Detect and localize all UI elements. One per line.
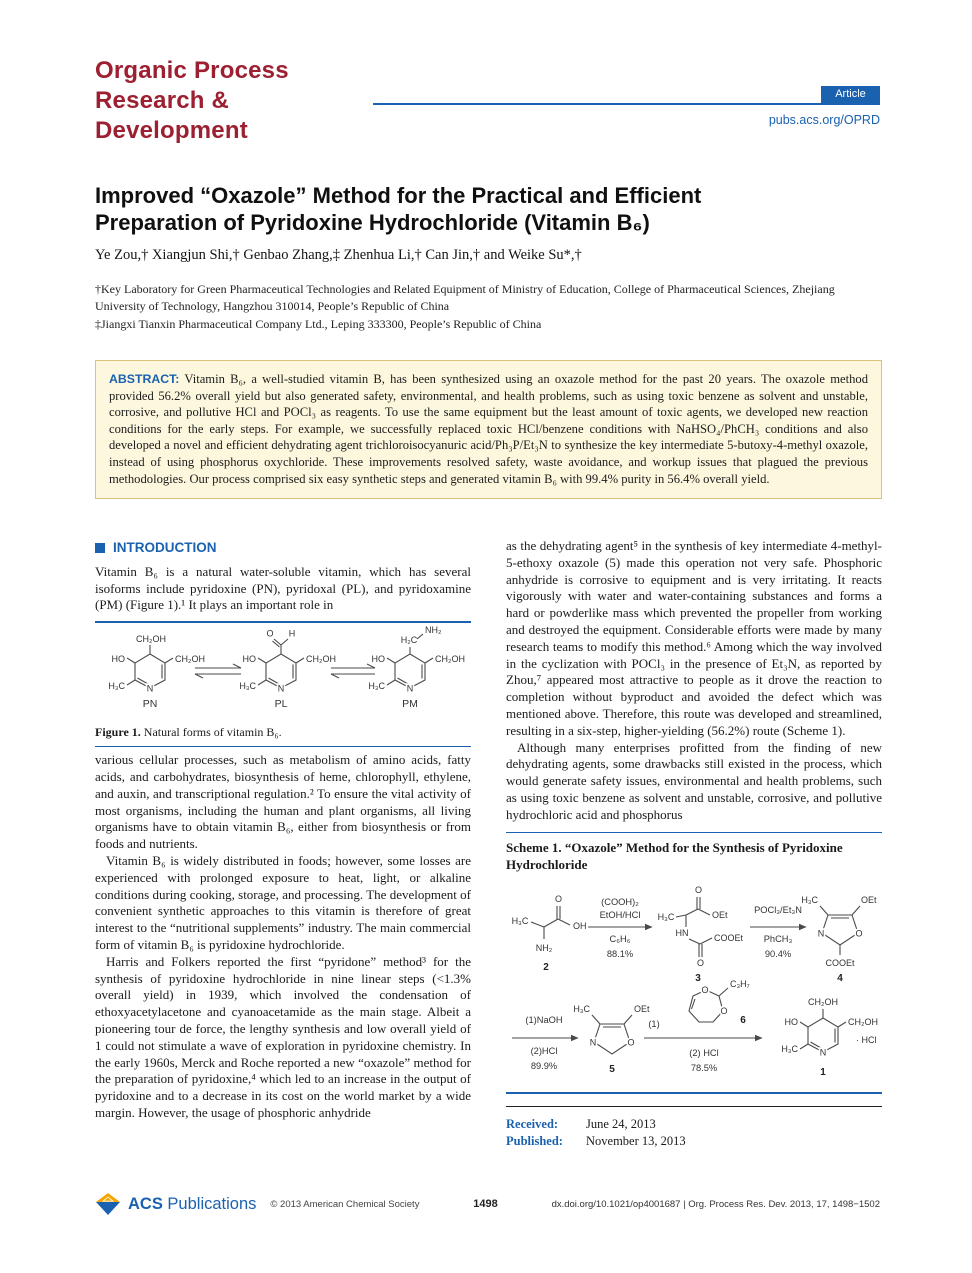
pm-ch2-label: H₂C xyxy=(400,634,418,645)
compound-6-structure xyxy=(689,979,750,1026)
received-row xyxy=(506,1116,882,1133)
c1-ho: HO xyxy=(784,1017,798,1028)
acs-wordmark-bold: ACS xyxy=(128,1194,163,1213)
c6-number: 6 xyxy=(740,1015,746,1027)
pm-right-label: CH₂OH xyxy=(435,653,465,664)
affiliations xyxy=(95,281,882,335)
pl-name: PL xyxy=(274,697,288,710)
scheme-top-rule xyxy=(506,832,882,834)
intro-paragraph-2: various cellular processes, such as metabolism of amino acids, fatty acids, and carbohydrates, biosynthesis of heme, chlorophyll, ethylene, and auxin, and transcriptional regulation.² To ensure the vital activity of most organisms, including the human and plant organisms, all living organisms have to obtain vitamin B₆, either from biosynthesis or from foods and nutrients. xyxy=(95,752,471,852)
c3-h3c: H₃C xyxy=(657,912,675,923)
compound-4-structure xyxy=(801,895,877,984)
pn-structure xyxy=(108,634,205,710)
scheme-1 xyxy=(506,832,882,1094)
affiliation-2: ‡Jiangxi Tianxin Pharmaceutical Company Ltd., Leping 333300, People’s Republic of China xyxy=(95,317,542,331)
c4-n: N xyxy=(817,928,825,939)
arrow2-reagent: POCl₃/Et₃N xyxy=(754,905,802,916)
c6-o1: O xyxy=(701,985,709,996)
section-square-icon xyxy=(95,543,105,553)
c2-nh2: NH₂ xyxy=(535,943,553,954)
pn-right-label: CH₂OH xyxy=(175,653,205,664)
copyright-text: © 2013 American Chemical Society xyxy=(270,1198,420,1210)
pl-nitrogen-label: N xyxy=(277,683,285,694)
pm-structure xyxy=(368,625,465,710)
c1-h3c: H₃C xyxy=(781,1044,798,1055)
pm-methyl-label: H₃C xyxy=(368,680,385,691)
pn-nitrogen-label: N xyxy=(146,683,154,694)
intro-paragraph-4: Harris and Folkers reported the first “pyridone” method³ for the synthesis of pyridoxine hydrochloride in nine linear steps (<1.3% overall yield) in 1939, which involved the condensation of ethoxyacetylacetone and cyanoacetamide as the main stage. Albeit a pioneering tour de force, the lengthy synthesis and low overall yield of 1 could not stimulate a wave of exploration in pyridoxine chemistry. In the early 1960s, Merck and Roche reported a new “oxazole” method for the preparation of pyridoxine,⁴ which led to an increase in the output of pyridoxine and to a decrease in its cost on the world market by a wide margin. However, the usage of phosphoric anhydride xyxy=(95,953,471,1120)
arrow1-solvent: C₆H₆ xyxy=(609,934,631,945)
page-number: 1498 xyxy=(473,1198,498,1210)
c1-hcl: · HCl xyxy=(856,1035,877,1046)
c4-number: 4 xyxy=(837,973,843,985)
c1-n: N xyxy=(819,1047,827,1058)
c3-hn: HN xyxy=(675,928,689,939)
c5-h3c: H₃C xyxy=(573,1004,590,1015)
c2-h3c: H₃C xyxy=(511,916,529,927)
arrow1-reagent-1: (COOH)₂ xyxy=(601,897,639,908)
c4-cooet: COOEt xyxy=(825,958,855,969)
arrow2-solvent: PhCH₃ xyxy=(763,934,793,945)
arrow4-step1: (1) xyxy=(648,1019,660,1030)
c2-oh: OH xyxy=(573,921,587,932)
article-dates xyxy=(506,1106,882,1150)
c1-top: CH₂OH xyxy=(808,997,838,1008)
figure-1-structures xyxy=(95,623,471,717)
pl-methyl-label: H₃C xyxy=(239,680,256,691)
c2-number: 2 xyxy=(543,962,549,974)
header-divider xyxy=(373,103,880,105)
pm-name: PM xyxy=(402,697,418,710)
arrow4-step2: (2) HCl xyxy=(689,1048,719,1059)
doi-citation-link[interactable]: dx.doi.org/10.1021/op4001687 | Org. Process Res. Dev. 2013, 17, 1498−1502 xyxy=(551,1198,880,1210)
received-label: Received: xyxy=(506,1116,559,1131)
journal-name-line3: Development xyxy=(95,117,248,144)
c6-o2: O xyxy=(720,1006,728,1017)
reaction-arrow-4 xyxy=(644,1019,762,1073)
arrow2-yield: 90.4% xyxy=(764,949,792,960)
published-row xyxy=(506,1133,882,1150)
c3-o-bottom: O xyxy=(696,958,705,969)
arrow4-yield: 78.5% xyxy=(690,1063,718,1074)
figure-1-caption-text: Natural forms of vitamin B₆. xyxy=(140,724,282,739)
pm-nh2-label: NH₂ xyxy=(425,624,442,635)
acs-wordmark-light: Publications xyxy=(162,1194,257,1213)
article-title-line1: Improved “Oxazole” Method for the Practical and Efficient xyxy=(95,183,702,208)
received-value: June 24, 2013 xyxy=(586,1116,656,1131)
reaction-arrow-1 xyxy=(588,897,652,959)
acs-diamond-icon xyxy=(95,1192,121,1216)
reaction-arrow-3 xyxy=(512,1015,578,1071)
pn-methyl-label: H₃C xyxy=(108,680,125,691)
compound-2-structure xyxy=(512,894,587,973)
pl-aldehyde-h-label: H xyxy=(288,628,296,639)
left-column xyxy=(95,538,471,1150)
article-title xyxy=(95,182,825,236)
abstract-box xyxy=(95,360,882,499)
equilibrium-arrow-1 xyxy=(195,664,241,678)
pm-nitrogen-label: N xyxy=(406,683,414,694)
section-heading-introduction xyxy=(95,540,471,557)
section-heading-label: INTRODUCTION xyxy=(113,540,217,555)
scheme-bottom-rule xyxy=(506,1092,882,1094)
pm-left-label: HO xyxy=(371,653,385,664)
acs-publications-wordmark xyxy=(128,1195,256,1214)
c1-right: CH₂OH xyxy=(848,1017,878,1028)
c3-oet: OEt xyxy=(712,910,728,921)
c3-o-top: O xyxy=(694,885,703,896)
scheme-1-structures xyxy=(506,875,882,1087)
right-paragraph-2: Although many enterprises profitted from the finding of new dehydrating agents, some drawbacks still existed in the process, which would generate safety issues, environmental and health problems, such as using toxic benzene as solvent and unstable, corrosive, and pollutive hydrochloric acid and phosphorus xyxy=(506,739,882,822)
journal-name-line2: Research & xyxy=(95,87,230,114)
affiliation-1: †Key Laboratory for Green Pharmaceutical Technologies and Related Equipment of Ministry of Education, College of Pharmaceutical Sciences, Zhejiang University of Technology, Hangzhou 310014, People’s Republic of China xyxy=(95,282,835,313)
c5-oet: OEt xyxy=(634,1004,650,1015)
compound-3-structure xyxy=(658,885,744,984)
compound-5-structure xyxy=(573,1004,650,1075)
pn-top-label: CH₂OH xyxy=(136,633,166,644)
journal-site-link[interactable]: pubs.acs.org/OPRD xyxy=(768,113,880,127)
arrow1-yield: 88.1% xyxy=(606,949,634,960)
published-value: November 13, 2013 xyxy=(586,1133,686,1148)
article-type-badge[interactable]: Article xyxy=(821,86,880,103)
figure-1-caption-label: Figure 1. xyxy=(95,724,141,739)
scheme-1-title: Scheme 1. “Oxazole” Method for the Synthesis of Pyridoxine Hydrochloride xyxy=(506,840,843,873)
arrow3-reagent-2: (2)HCl xyxy=(530,1046,558,1057)
figure-1 xyxy=(95,621,471,747)
c4-o: O xyxy=(855,928,863,939)
acs-publications-logo xyxy=(95,1192,256,1216)
pl-left-label: HO xyxy=(242,653,256,664)
pn-left-label: HO xyxy=(111,653,125,664)
intro-paragraph-3: Vitamin B₆ is widely distributed in foods; however, some losses are experienced with prolonged exposure to heat, light, or alkaline conditions during cooking, storage, and processing. The development of convenient synthetic approaches to this vitamin is therefore of great interest to the “nutritional supplements” industry. The main commercial form of vitamin B₆ is pyridoxine hydrochloride. xyxy=(95,852,471,952)
c4-oet: OEt xyxy=(861,895,877,906)
abstract-text: Vitamin B₆, a well-studied vitamin B, has been synthesized using an oxazole method for the past 20 years. The oxazole method provided 56.2% overall yield but also generated safety, environmental, and health problems, such as using toxic benzene as solvent and unstable, corrosive, and pollutive HCl and POCl₃ as reagents. To use the same equipment but the least amount of toxic agents, we developed new reaction conditions for the early steps. For example, we successfully replaced toxic HCl/benzene conditions with NaHSO₄/PhCH₃ conditions and also developed a novel and efficient dehydrating agent trichloroisocyanuric acid/Ph₃P/Et₃N to synthesize the key intermediate 5-butoxy-4-methyl oxazole, instead of using phosphorus oxychloride. These improvements resolved safety, waste avoidance, and workup issues that plagued the previous methodologies. Our process comprised six easy synthetic steps and generated vitamin B₆ with 99.4% purity in 56.4% overall yield. xyxy=(109,372,868,486)
page-footer xyxy=(95,1192,880,1216)
intro-paragraph-1: Vitamin B₆ is a natural water-soluble vitamin, which has several isoforms include pyridoxine (PN), pyridoxal (PL), and pyridoxamine (PM) (Figure 1).¹ It plays an important role in xyxy=(95,563,471,613)
author-list: Ye Zou,† Xiangjun Shi,† Genbao Zhang,‡ Zhenhua Li,† Can Jin,† and Weike Su*,† xyxy=(95,247,582,263)
arrow3-reagent: (1)NaOH xyxy=(525,1015,563,1026)
c5-o: O xyxy=(627,1037,635,1048)
c3-cooet: COOEt xyxy=(714,933,744,944)
pl-aldehyde-o-label: O xyxy=(266,628,274,639)
compound-1-structure xyxy=(781,997,878,1078)
pn-name: PN xyxy=(142,697,158,710)
right-paragraph-1: as the dehydrating agent⁵ in the synthesis of key intermediate 4-methyl-5-ethoxy oxazole (5) made this operation not very safe. Phosphoric anhydride is corrosive to equipment and is very irritating. It reacts vigorously with water and water-containing substances and forms a hard or powderlike mass which prevented the propeller from working and destroyed the equipment. Considerable efforts were made by many research teams to modify this method.⁶ Among which the way involved in the cyclization with POCl₃ in the presence of Et₃N, as reported by Zhou,⁷ appeared most attractive to people as it drove the reaction to completion without byproduct and avoided the defect which was mentioned above. Therefore, this route was developed and streamlined, resulting in a six-step, higher-yielding (56.2%) route (Scheme 1). xyxy=(506,538,882,738)
figure-bottom-rule xyxy=(95,746,471,748)
equilibrium-arrow-2 xyxy=(331,664,375,678)
c1-number: 1 xyxy=(820,1067,826,1079)
right-column xyxy=(506,538,882,1150)
c3-number: 3 xyxy=(695,973,701,985)
journal-name-line1: Organic Process xyxy=(95,57,289,84)
body-columns xyxy=(95,538,882,1150)
c2-o: O xyxy=(554,894,563,905)
c4-h3c: H₃C xyxy=(801,895,818,906)
c5-n: N xyxy=(589,1037,597,1048)
reaction-arrow-2 xyxy=(750,905,806,959)
arrow3-yield: 89.9% xyxy=(530,1061,558,1072)
arrow1-reagent-2: EtOH/HCl xyxy=(599,910,641,921)
article-title-line2: Preparation of Pyridoxine Hydrochloride (Vitamin B₆) xyxy=(95,210,650,235)
c6-c3h7: C₃H₇ xyxy=(730,979,750,990)
abstract-label: ABSTRACT: xyxy=(109,372,180,386)
pl-structure xyxy=(239,628,336,710)
journal-masthead xyxy=(95,56,289,146)
figure-1-caption xyxy=(95,725,471,740)
c5-number: 5 xyxy=(609,1064,615,1076)
published-label: Published: xyxy=(506,1133,563,1148)
pl-right-label: CH₂OH xyxy=(306,653,336,664)
